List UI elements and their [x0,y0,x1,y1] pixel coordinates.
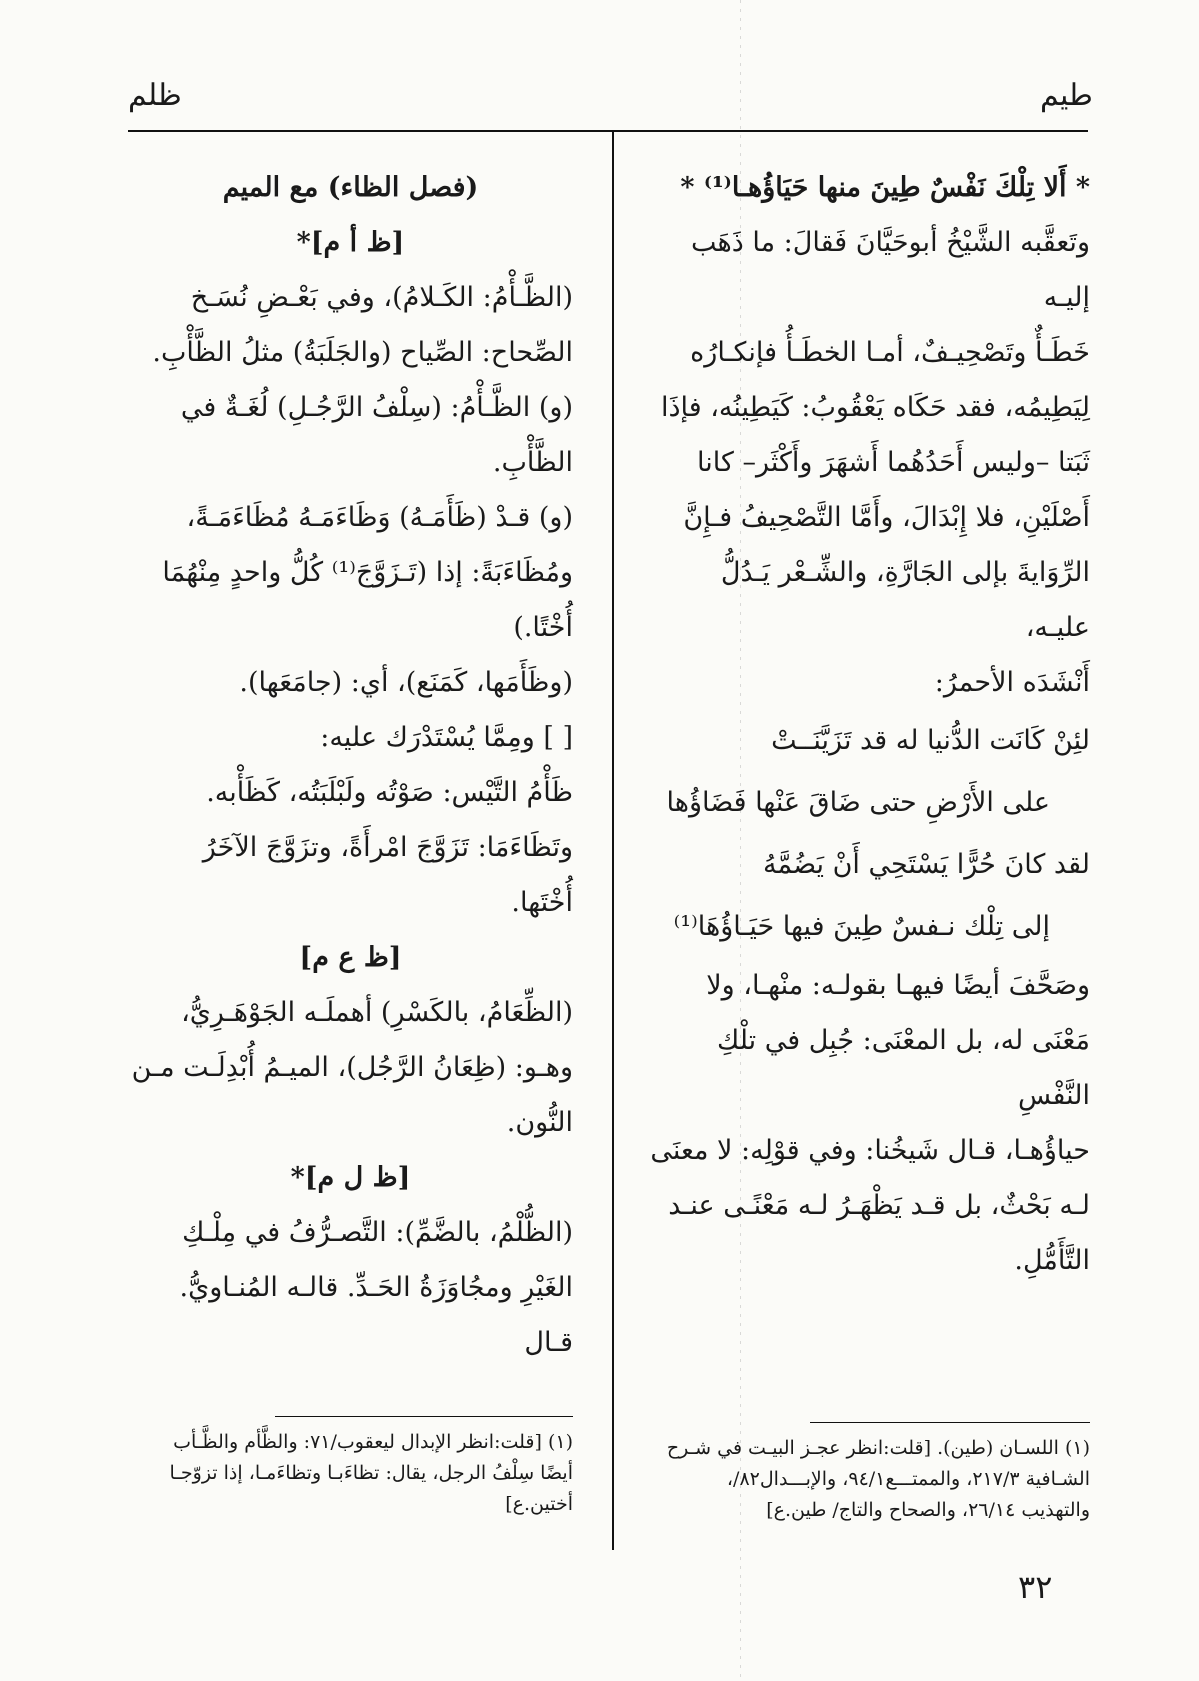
text-line: [ ] ومِمَّا يُسْتَدْرَك عليه: [320,722,573,753]
verse-line: لقد كانَ حُرًّا يَسْتَحِي أَنْ يَضُمَّهُ [763,849,1090,880]
text-line: (الظِّعَامُ، بالكَسْرِ) أهملَـه الجَوْهَـرِيُّ، [181,997,573,1028]
text-line: أُخْتًا.) [513,612,573,643]
footnote-line: (١) [قلت:انظر الإبدال ليعقوب/٧١: والظَّأم والظَّـأب [173,1431,573,1453]
header-right-word: طيم [1040,78,1093,113]
footnote-left [128,1427,573,1520]
text-line: الغَيْرِ ومجُاوَزَةُ الحَـدِّ. قالـه المُنـاويُّ. قـال [179,1272,573,1358]
page-number: ٣٢ [1018,1568,1053,1606]
text-line: النُّون. [506,1107,573,1138]
text-line: خَطَـأٌ وتَصْحِيـفٌ، أمـا الخطَـأُ فإنكـارُه [690,337,1090,368]
root-heading: [ظ ع م] [299,942,402,973]
footnote-line: أيضًا سِلْفُ الرجل، يقال: تظاءَبـا وتظاءَمـا، إذا تزوّجـا [169,1462,573,1484]
footnote-line: الشـافية ٢١٧/٣، والممتـــع٩٤/١، والإبـــدال٨٢/، [726,1468,1090,1490]
root-heading: [ظ أ م]* [296,227,405,258]
text-line: أَنْشَدَه الأحمرُ: [934,667,1090,698]
text-line: لـه بَحْثٌ، بل قـد يَظْهَـرُ لـه مَعْنًـى عنـد [668,1190,1090,1221]
text-line: (و) الظَّـأْمُ: (سِلْفُ الرَّجُـلِ) لُغَـةٌ في [180,392,573,423]
text-line: ثَبَتا –وليس أَحَدُهُما أَشهَرَ وأَكْثَر– كانا [697,447,1090,478]
text-line: ظَأْمُ التَّيْس: صَوْتُه ولَبْلَبَتُه، كَظَأْبه. [206,777,573,808]
left-column [128,160,573,1370]
text-line: (الظَّـأْمُ: الكَـلامُ)، وفي بَعْـضِ نُسَـخ [190,282,573,313]
text-line: وصَحَّفَ أيضًا فيهـا بقولـه: منْهـا، ولا [706,970,1090,1001]
text-line: الظَّأْبِ. [492,447,573,478]
text-line: مَعْنَى له، بل المعْنَى: جُبِل في تلْكِ النَّفْسِ [716,1025,1090,1111]
section-title: (فصل الظاء) مع الميم [222,172,479,203]
root-heading: [ظ ل م]* [290,1162,411,1193]
header-rule [128,130,1088,132]
header-left-word: ظلم [128,78,182,113]
verse-line: لئِنْ كَانَت الدُّنيا له قد تَزَيَّنَــتْ [771,725,1090,756]
text-line: حياؤُهـا، قـال شَيخُنا: وفي قوْلِه: لا معنَى [650,1135,1090,1166]
text-line: (وظَأَمَها، كَمَنَع)، أي: (جامَعَها). [239,667,573,698]
text-line: (و) قـدْ (ظَأَمَـهُ) وَظَاءَمَـهُ مُظَاءَمَـةً، [186,502,573,533]
text-line: لِيَطِيمُه، فقد حَكَاه يَعْقُوبُ: كَيَطِينُه، فإذَا [660,392,1090,423]
text-line: وتَظَاءَمَا: تَزَوَّجَ امْرأَةً، وتزَوَّجَ الآخَرُ [202,832,573,863]
text-line: (الظُّلْمُ، بالضَّمِّ): التَّصـرُّفُ في مِلْـكِ [182,1217,573,1248]
column-divider [612,130,614,1550]
text-line: وتَعقَّبه الشَّيْخُ أبوحَيَّانَ فَقالَ: ما ذَهَب إليـه [691,227,1090,313]
footnote-right [650,1433,1090,1526]
footnote-line: والتهذيب ٢٦/١٤، والصحاح والتاج/ طين.ع] [766,1499,1090,1521]
footnote-rule-left [275,1416,573,1417]
text-line: وهـو: (ظِعَانُ الرَّجُل)، الميـمُ أُبْدِلَـت مـن [131,1052,573,1083]
footnote-line: (١) اللسـان (طين). [قلت:انظر عجـز البيـت في شـرح [666,1437,1090,1459]
text-line: الرِّوَايةَ بإلى الجَارَّةِ، والشِّـعْر يَـدُلُّ عليـه، [720,557,1090,643]
footnote-line: أختين.ع] [505,1493,573,1515]
right-column [650,160,1090,1288]
text-line: * أَلا تِلْكَ نَفْسٌ طِينَ منها حَيَاؤُهـا⁽¹⁾ * [680,172,1090,203]
text-line: أُخْتَها. [511,887,573,918]
text-line: التَّأَمُّلِ. [1014,1245,1090,1276]
text-line: الصِّحاح: الصِّياح (والجَلَبَةُ) مثلُ الظَّأْبِ. [152,337,573,368]
verse-line: إلى تِلْك نـفسٌ طِينَ فيها حَيَـاؤُهَا⁽¹⁾ [673,911,1050,942]
verse-line: على الأَرْضِ حتى ضَاقَ عَنْها فَضَاؤُها [666,787,1050,818]
text-line: ومُظَاءَبَةً: إذا (تَـزَوَّجَ⁽¹⁾ كُلُّ واحدٍ مِنْهُمَا [162,557,573,588]
text-line: أَصْلَيْنِ، فلا إِبْدَالَ، وأَمَّا التَّصْحِيفُ فـإِنَّ [683,502,1090,533]
footnote-rule-right [810,1422,1090,1423]
